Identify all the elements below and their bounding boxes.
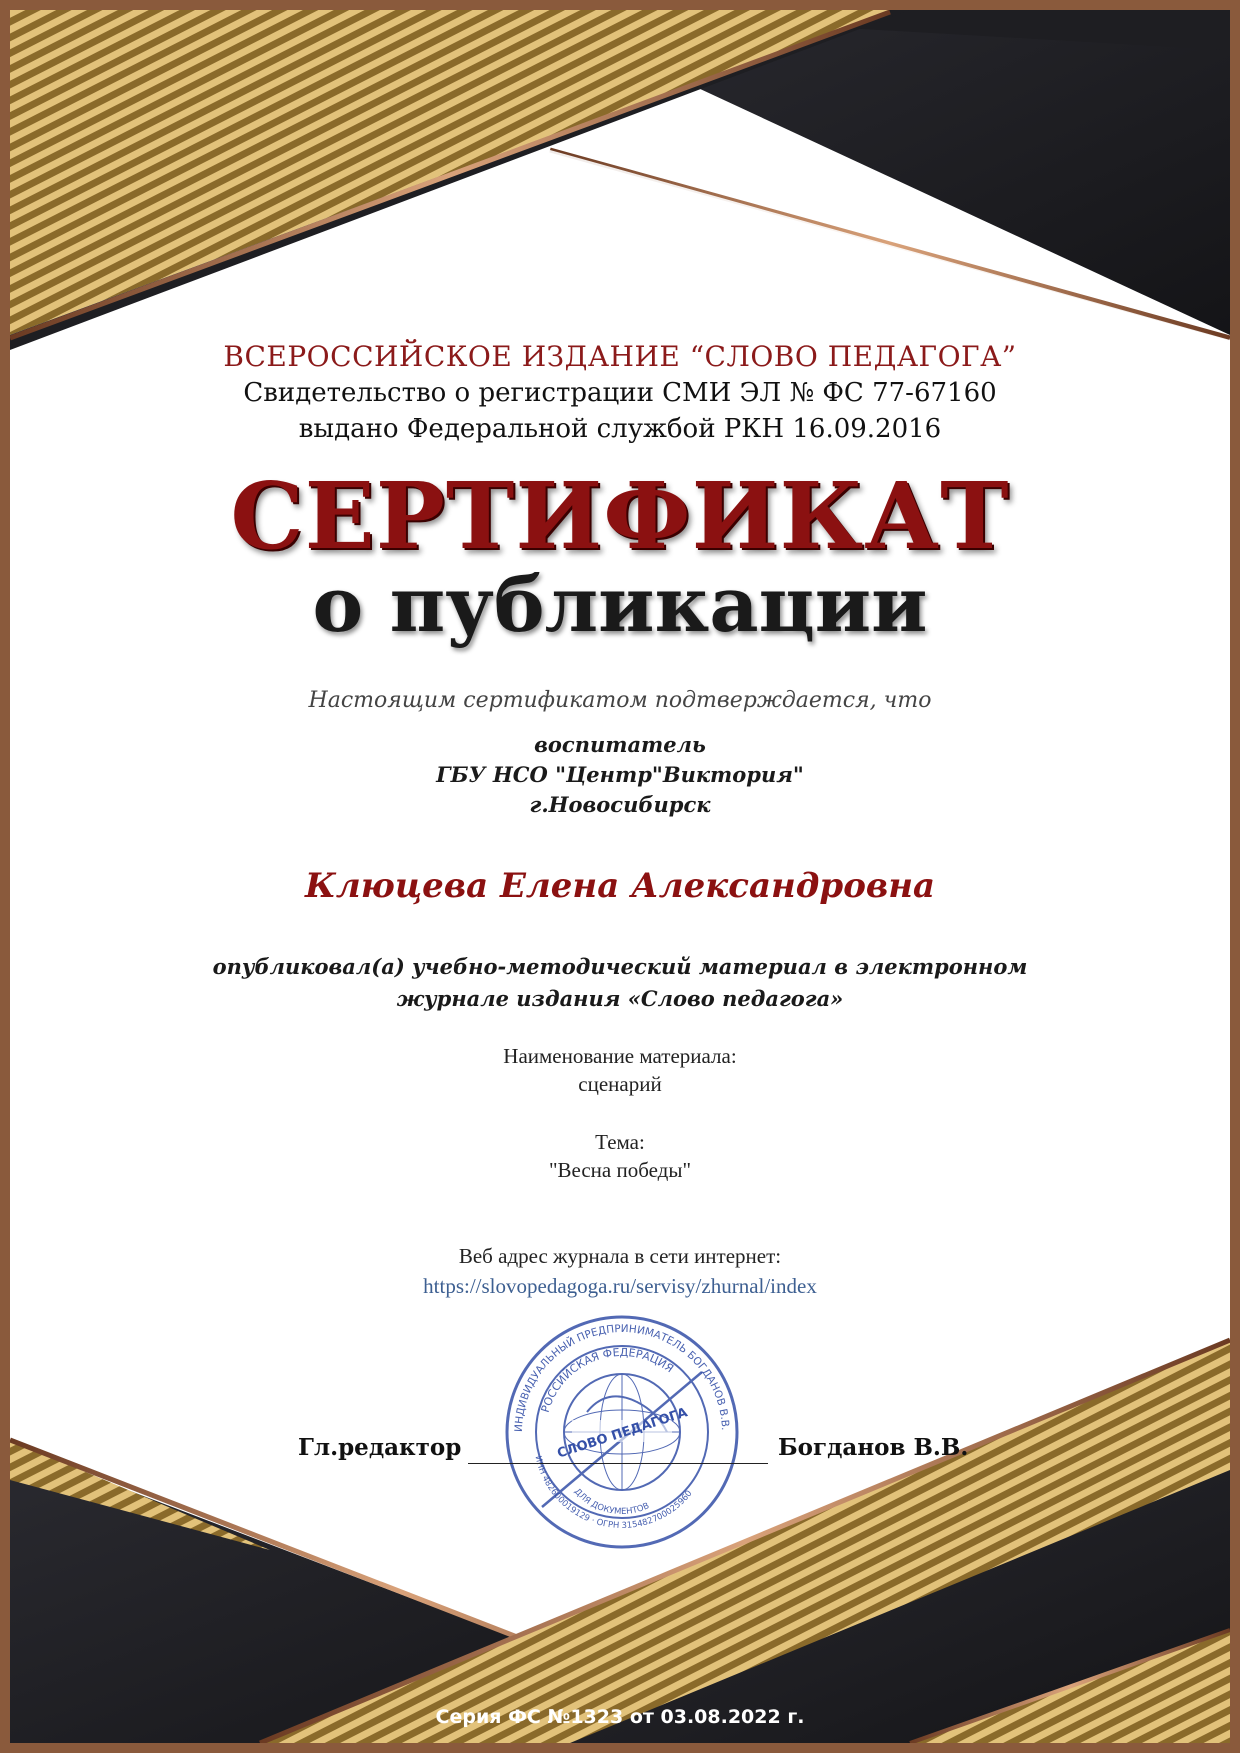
- signature-line: [468, 1463, 768, 1464]
- stamp-center-text: СЛОВО ПЕДАГОГА: [555, 1405, 690, 1462]
- certificate-subtitle: о публикации: [312, 560, 928, 649]
- stamp-outer-text: ИНДИВИДУАЛЬНЫЙ ПРЕДПРИНИМАТЕЛЬ БОГДАНОВ В.В.: [512, 1322, 731, 1433]
- series-number: Серия ФС №1323 от 03.08.2022 г.: [435, 1706, 805, 1728]
- material-label: Наименование материала:: [503, 1044, 737, 1068]
- stamp-bottom-text: ИНН 482600019129 · ОГРН 315482700025960: [532, 1454, 695, 1532]
- edition-title: ВСЕРОССИЙСКОЕ ИЗДАНИЕ “СЛОВО ПЕДАГОГА”: [223, 340, 1017, 373]
- material-value: сценарий: [578, 1072, 662, 1096]
- registration-line-1: Свидетельство о регистрации СМИ ЭЛ № ФС 77-67160: [243, 378, 997, 408]
- publication-line-1: опубликовал(а) учебно-методический материал в электронном: [212, 954, 1028, 979]
- publication-line-2: журнале издания «Слово педагога»: [396, 986, 844, 1011]
- web-address-label: Веб адрес журнала в сети интернет:: [458, 1244, 782, 1268]
- theme-label: Тема:: [595, 1130, 645, 1154]
- recipient-organization: ГБУ НСО "Центр"Виктория": [436, 762, 804, 787]
- signature-role-label: Гл.редактор: [298, 1434, 462, 1461]
- stamp-inner-text: РОССИЙСКАЯ ФЕДЕРАЦИЯ: [538, 1345, 676, 1415]
- certificate-title: СЕРТИФИКАТ: [230, 462, 1010, 570]
- journal-link[interactable]: https://slovopedagoga.ru/servisy/zhurnal/index: [423, 1274, 817, 1298]
- recipient-role: воспитатель: [534, 732, 706, 757]
- recipient-city: г.Новосибирск: [529, 792, 711, 817]
- registration-line-2: выдано Федеральной службой РКН 16.09.2016: [298, 414, 942, 444]
- recipient-name: Клюцева Елена Александровна: [304, 866, 936, 906]
- confirm-text: Настоящим сертификатом подтверждается, что: [308, 688, 932, 713]
- theme-value: "Весна победы": [548, 1158, 692, 1182]
- signature-name: Богданов В.В.: [778, 1434, 969, 1461]
- certificate-sheet: [10, 10, 1230, 1743]
- official-stamp: [502, 1312, 742, 1552]
- stamp-docs-text: ДЛЯ ДОКУМЕНТОВ: [571, 1486, 651, 1518]
- signature-row: [10, 1434, 1230, 1474]
